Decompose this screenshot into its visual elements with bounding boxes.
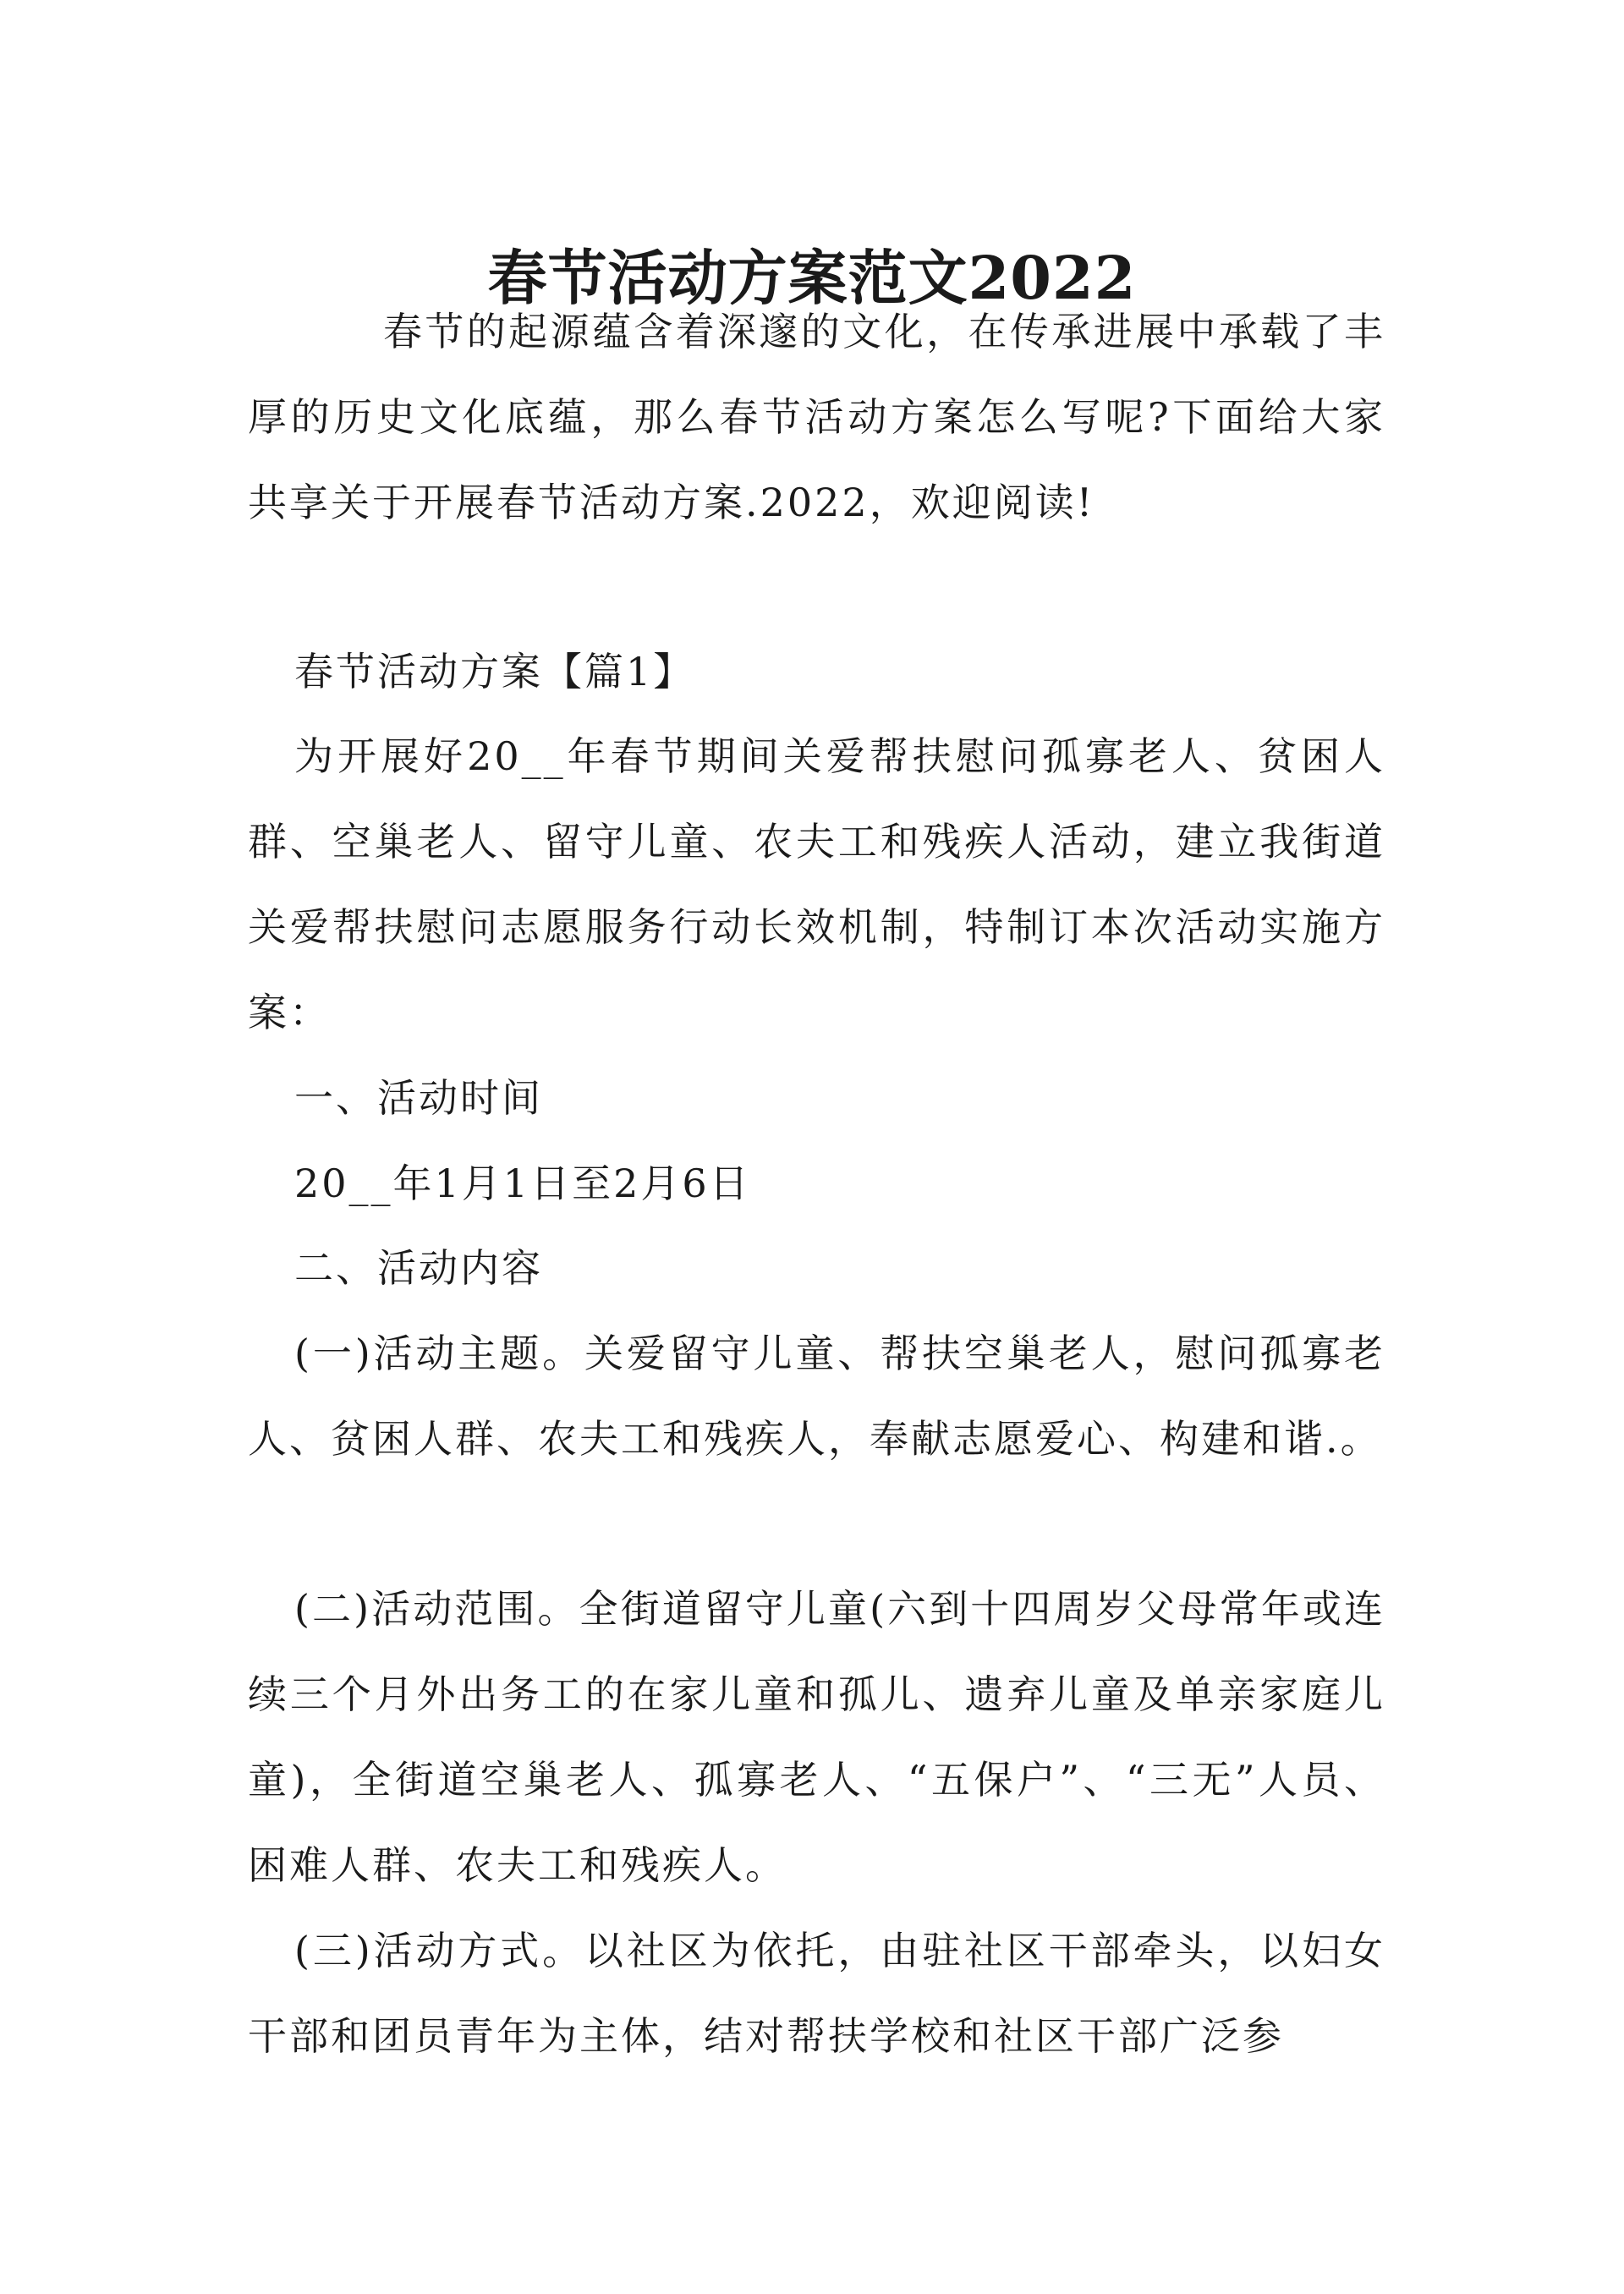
paragraph-activity-scope: (二)活动范围。全街道留守儿童(六到十四周岁父母常年或连续三个月外出务工的在家儿童和孤儿、遗弃儿童及单亲家庭儿童)，全街道空巢老人、孤寡老人、“五保户”、“三无”人员、困难人群、农夫工和残疾人。 [248, 1586, 1385, 1888]
heading-activity-time: 一、活动时间 [294, 1075, 543, 1121]
heading-activity-content: 二、活动内容 [294, 1245, 543, 1291]
paragraph-activity-dates: 20__年1月1日至2月6日 [294, 1161, 751, 1206]
intro-paragraph: 春节的起源蕴含着深邃的文化，在传承进展中承载了丰厚的历史文化底蕴，那么春节活动方案怎么写呢?下面给大家共享关于开展春节活动方案.2022，欢迎阅读! [248, 309, 1385, 525]
paragraph-activity-method: (三)活动方式。以社区为依托，由驻社区干部牵头，以妇女干部和团员青年为主体，结对帮扶学校和社区干部广泛参 [248, 1928, 1385, 2059]
section-heading: 春节活动方案【篇1】 [294, 649, 695, 694]
paragraph-activity-theme: (一)活动主题。关爱留守儿童、帮扶空巢老人，慰问孤寡老人、贫困人群、农夫工和残疾人，奉献志愿爱心、构建和谐.。 [248, 1331, 1385, 1462]
paragraph-purpose: 为开展好20__年春节期间关爱帮扶慰问孤寡老人、贫困人群、空巢老人、留守儿童、农夫工和残疾人活动，建立我街道关爱帮扶慰问志愿服务行动长效机制，特制订本次活动实施方案： [248, 733, 1385, 1035]
document-title: 春节活动方案范文2022 [487, 242, 1137, 313]
